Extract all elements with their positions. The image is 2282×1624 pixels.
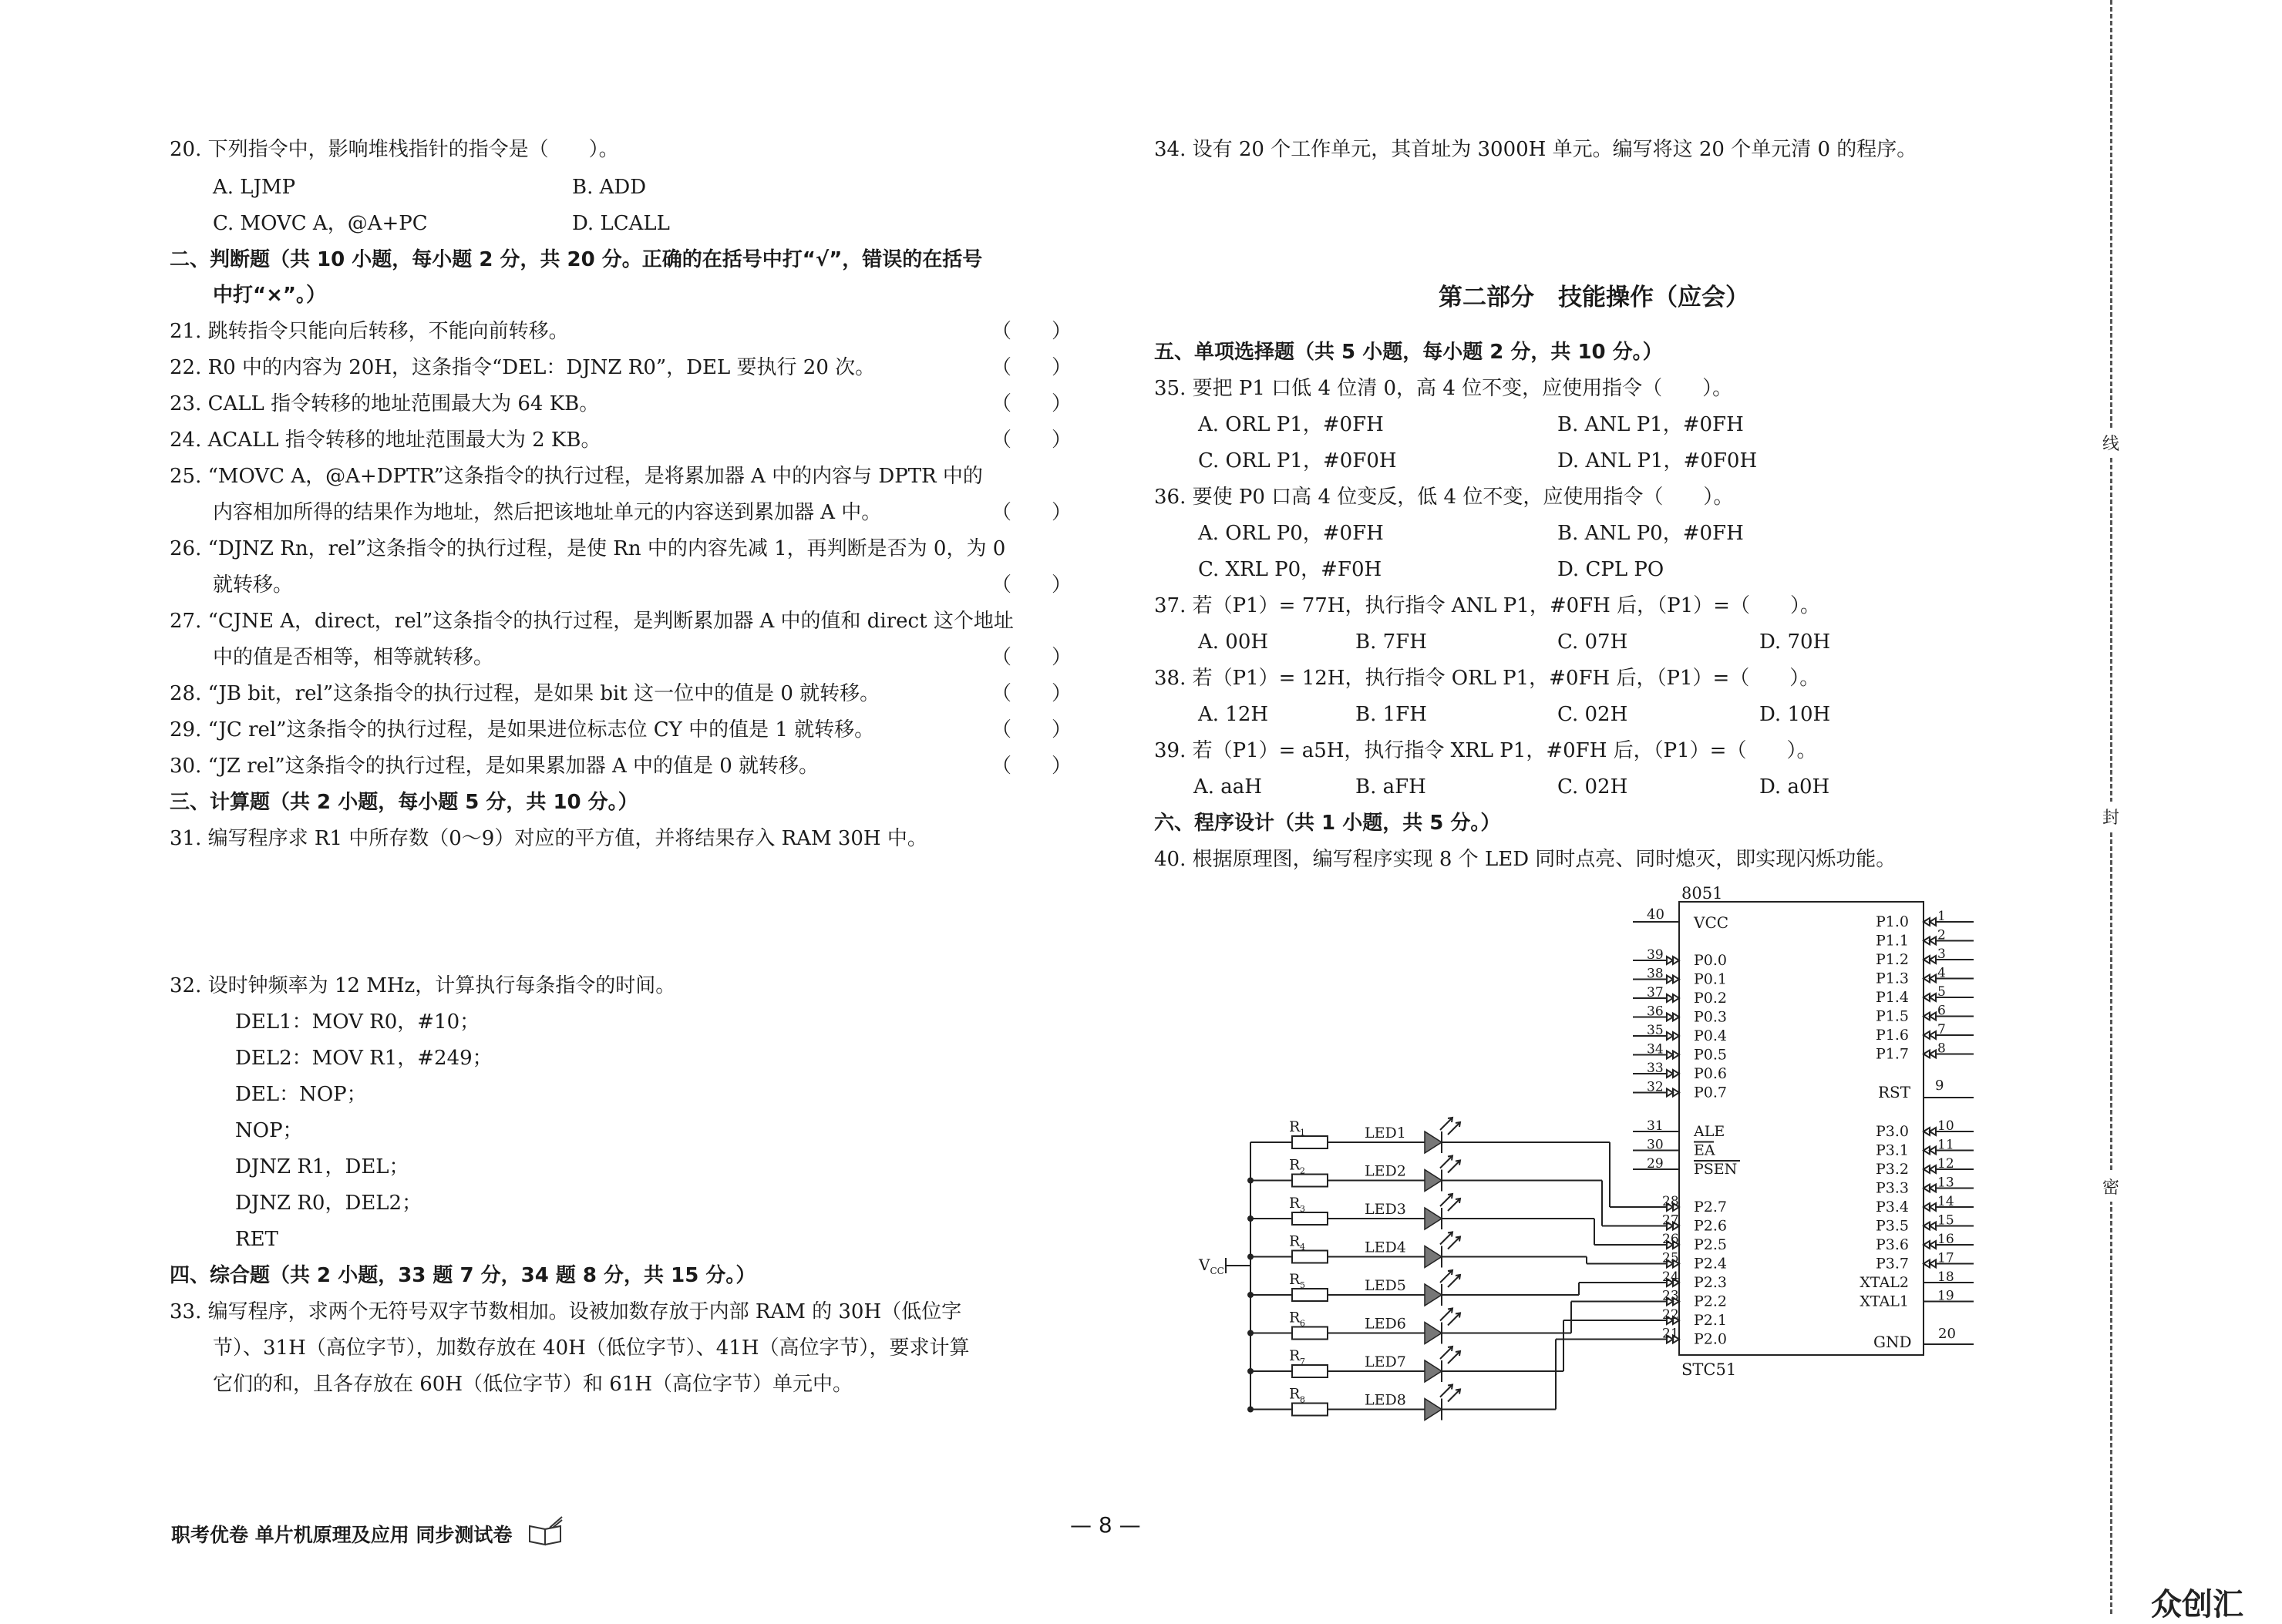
p0-pin-arrow <box>1667 994 1679 1002</box>
p1-pin-label: P1.6 <box>1875 1027 1909 1044</box>
p2-pin-label: P2.5 <box>1694 1236 1728 1253</box>
p0-pin-label: P0.6 <box>1694 1065 1728 1082</box>
rst-pin-label: RST <box>1878 1083 1911 1101</box>
control-pin-label: PSEN <box>1694 1161 1738 1178</box>
p1-pin-label: P1.1 <box>1875 932 1909 950</box>
resistor-label: R <box>1289 1118 1301 1135</box>
answer-paren: （ ） <box>991 356 1072 379</box>
p3-pin-number: 19 <box>1937 1288 1954 1304</box>
p1-pin-arrow <box>1924 975 1936 983</box>
p2-pin-label: P2.2 <box>1694 1293 1728 1310</box>
q25: 25. “MOVC A，@A+DPTR”这条指令的执行过程，是将累加器 A 中的内容与 DPTR 中的 <box>170 465 983 488</box>
code-line: DEL：NOP； <box>235 1083 367 1106</box>
p2-pin-number: 28 <box>1662 1194 1679 1209</box>
led-diode <box>1425 1170 1442 1192</box>
p3-pin-arrow <box>1924 1222 1936 1230</box>
p1-pin-number: 5 <box>1937 984 1946 1000</box>
p0-pin-arrow <box>1667 1089 1679 1097</box>
q35-option-c: C. ORL P1，#0F0H <box>1198 449 1397 472</box>
section-2-heading: 二、判断题（共 10 小题，每小题 2 分，共 20 分。正确的在括号中打“√”，错误的在括号 <box>170 248 983 271</box>
p2-pin-label: P2.6 <box>1694 1217 1728 1235</box>
led-diode <box>1425 1208 1442 1229</box>
q36-option-c: C. XRL P0，#F0H <box>1198 558 1382 581</box>
light-emission-arrows <box>1440 1309 1460 1326</box>
control-pin-number: 29 <box>1647 1156 1664 1172</box>
p0-pin-arrow <box>1667 976 1679 983</box>
q35-option-b: B. ANL P1，#0FH <box>1557 413 1744 436</box>
answer-paren: （ ） <box>991 392 1072 415</box>
answer-paren: （ ） <box>991 682 1072 705</box>
answer-paren: （ ） <box>991 320 1072 343</box>
answer-paren: （ ） <box>991 501 1072 524</box>
section-5-heading: 五、单项选择题（共 5 小题，每小题 2 分，共 10 分。） <box>1154 341 1663 364</box>
p3-pin-arrow <box>1924 1185 1936 1192</box>
q36-option-b: B. ANL P0，#0FH <box>1557 522 1744 545</box>
p1-pin-label: P1.7 <box>1875 1045 1909 1063</box>
section-3-heading: 三、计算题（共 2 小题，每小题 5 分，共 10 分。） <box>170 791 638 814</box>
light-emission-arrows <box>1440 1156 1460 1173</box>
p0-pin-arrow <box>1667 1051 1679 1059</box>
p3-pin-arrow <box>1924 1165 1936 1173</box>
resistor <box>1292 1404 1328 1416</box>
q24: 24. ACALL 指令转移的地址范围最大为 2 KB。 <box>170 429 601 452</box>
pin-9-number: 9 <box>1935 1078 1944 1094</box>
footer-title-text: 职考优卷 单片机原理及应用 同步测试卷 <box>171 1524 513 1546</box>
p0-pin-label: P0.2 <box>1694 990 1728 1007</box>
led-diode <box>1425 1131 1442 1153</box>
p0-pin-number: 38 <box>1647 966 1664 982</box>
p3-pin-number: 14 <box>1937 1194 1954 1209</box>
resistor-label: R <box>1289 1156 1301 1174</box>
p2-pin-label: P2.3 <box>1694 1274 1728 1291</box>
q20-option-b: B. ADD <box>572 176 647 199</box>
p1-pin-number: 8 <box>1937 1041 1946 1057</box>
resistor <box>1292 1327 1328 1340</box>
light-emission-arrows <box>1440 1194 1460 1211</box>
led-label: LED8 <box>1365 1391 1406 1409</box>
p1-pin-arrow <box>1924 994 1936 1001</box>
q34: 34. 设有 20 个工作单元，其首址为 3000H 单元。编写将这 20 个单元清 0 的程序。 <box>1154 138 1917 161</box>
p3-pin-label: P3.2 <box>1875 1161 1909 1178</box>
p2-pin-number: 22 <box>1662 1307 1679 1323</box>
q40: 40. 根据原理图，编写程序实现 8 个 LED 同时点亮、同时熄灭，即实现闪烁功能。 <box>1154 848 1897 871</box>
resistor <box>1292 1289 1328 1301</box>
q29: 29. “JC rel”这条指令的执行过程，是如果进位标志位 CY 中的值是 1 就转移。 <box>170 718 875 741</box>
junction-dot <box>1247 1330 1254 1337</box>
q39-option-a: A. aaH <box>1193 775 1262 799</box>
pin-40-number: 40 <box>1647 906 1664 923</box>
p3-pin-label: P3.7 <box>1875 1255 1909 1273</box>
resistor-label-sub: 4 <box>1300 1242 1305 1252</box>
resistor-label: R <box>1289 1232 1301 1250</box>
q33-cont: 节）、31H（高位字节），加数存放在 40H（低位字节）、41H（高位字节），要求计算 <box>213 1337 970 1360</box>
resistor-label: R <box>1289 1271 1301 1288</box>
q39-option-c: C. 02H <box>1557 775 1628 799</box>
junction-dot <box>1247 1407 1254 1413</box>
p3-pin-arrow <box>1924 1260 1936 1268</box>
led-label: LED2 <box>1365 1162 1406 1180</box>
page-number: — 8 — <box>1070 1512 1141 1538</box>
resistor <box>1292 1251 1328 1263</box>
led-label: LED7 <box>1365 1353 1406 1370</box>
q36-stem: 36. 要使 P0 口高 4 位变反，低 4 位不变，应使用指令（ ）。 <box>1154 486 1734 509</box>
section-2-heading-cont: 中打“×”。） <box>213 284 326 307</box>
binding-label-xian: 线 <box>2102 428 2119 458</box>
footer-series-title <box>171 1515 565 1548</box>
q30: 30. “JZ rel”这条指令的执行过程，是如果累加器 A 中的值是 0 就转移。 <box>170 755 820 778</box>
p2-pin-number: 27 <box>1662 1212 1679 1229</box>
p1-pin-label: P1.2 <box>1875 951 1909 968</box>
q33-cont: 它们的和，且各存放在 60H（低位字节）和 61H（高位字节）单元中。 <box>213 1373 853 1396</box>
chip-name-top: 8051 <box>1681 884 1723 903</box>
q37-option-a: A. 00H <box>1198 630 1269 654</box>
p2-pin-number: 24 <box>1662 1269 1679 1285</box>
q28: 28. “JB bit，rel”这条指令的执行过程，是如果 bit 这一位中的值是 0 就转移。 <box>170 682 880 705</box>
p0-pin-label: P0.4 <box>1694 1027 1728 1044</box>
p0-pin-number: 33 <box>1647 1061 1664 1076</box>
answer-paren: （ ） <box>991 429 1072 452</box>
p3-pin-label: P3.5 <box>1875 1217 1909 1235</box>
control-pin-label: ALE <box>1694 1123 1725 1140</box>
p1-pin-arrow <box>1924 1031 1936 1039</box>
vcc-pin-label: VCC <box>1694 913 1729 932</box>
q37-option-d: D. 70H <box>1759 630 1831 654</box>
p3-pin-label: P3.3 <box>1875 1179 1909 1197</box>
code-line: DJNZ R1，DEL； <box>235 1155 409 1178</box>
q39-option-d: D. a0H <box>1759 775 1830 799</box>
open-book-icon <box>527 1515 565 1548</box>
code-line: NOP； <box>235 1119 303 1142</box>
led-diode <box>1425 1323 1442 1344</box>
section-6-heading: 六、程序设计（共 1 小题，共 5 分。） <box>1154 812 1501 835</box>
q37-option-c: C. 07H <box>1557 630 1628 654</box>
p0-pin-arrow <box>1667 1014 1679 1021</box>
q35-option-d: D. ANL P1，#0F0H <box>1557 449 1758 472</box>
q26: 26. “DJNZ Rn，rel”这条指令的执行过程，是使 Rn 中的内容先减 1，再判断是否为 0，为 0 <box>170 537 1006 560</box>
q35-option-a: A. ORL P1，#0FH <box>1198 413 1384 436</box>
p2-pin-number: 23 <box>1662 1288 1679 1304</box>
q35-stem: 35. 要把 P1 口低 4 位清 0，高 4 位不变，应使用指令（ ）。 <box>1154 377 1733 400</box>
resistor-label-sub: 1 <box>1300 1128 1305 1138</box>
p0-pin-label: P0.0 <box>1694 952 1728 969</box>
q22: 22. R0 中的内容为 20H，这条指令“DEL：DJNZ R0”，DEL 要执行 20 次。 <box>170 356 876 379</box>
led-diode <box>1425 1246 1442 1268</box>
light-emission-arrows <box>1440 1270 1460 1287</box>
p3-pin-arrow <box>1924 1203 1936 1211</box>
q33: 33. 编写程序，求两个无符号双字节数相加。设被加数存放于内部 RAM 的 30H（低位字 <box>170 1300 962 1323</box>
code-line: RET <box>235 1228 278 1251</box>
led-diode <box>1425 1284 1442 1306</box>
p1-pin-arrow <box>1924 1051 1936 1058</box>
p3-pin-number: 12 <box>1937 1156 1954 1172</box>
p2-pin-number: 21 <box>1662 1326 1679 1342</box>
led-label: LED3 <box>1365 1201 1406 1218</box>
resistor-label: R <box>1289 1347 1301 1364</box>
p2-pin-label: P2.1 <box>1694 1312 1728 1329</box>
resistor-label: R <box>1289 1195 1301 1212</box>
led-label: LED6 <box>1365 1315 1406 1333</box>
resistor-label-sub: 3 <box>1300 1204 1305 1214</box>
gnd-pin-label: GND <box>1873 1333 1912 1351</box>
answer-paren: （ ） <box>991 718 1072 741</box>
section-4-heading: 四、综合题（共 2 小题，33 题 7 分，34 题 8 分，共 15 分。） <box>170 1264 756 1287</box>
p3-pin-number: 15 <box>1937 1212 1954 1229</box>
p0-pin-label: P0.5 <box>1694 1046 1728 1064</box>
answer-paren: （ ） <box>991 573 1072 597</box>
p0-pin-label: P0.3 <box>1694 1008 1728 1026</box>
p1-pin-label: P1.5 <box>1875 1007 1909 1025</box>
p0-pin-label: P0.7 <box>1694 1084 1728 1101</box>
control-pin-number: 31 <box>1647 1118 1664 1134</box>
p3-pin-label: XTAL2 <box>1860 1274 1909 1291</box>
p3-pin-label: P3.6 <box>1875 1236 1909 1253</box>
p3-pin-label: P3.4 <box>1875 1199 1909 1215</box>
led-diode <box>1425 1360 1442 1382</box>
resistor <box>1292 1365 1328 1377</box>
q38-option-b: B. 1FH <box>1355 703 1427 726</box>
q20-stem: 20. 下列指令中，影响堆栈指针的指令是（ ）。 <box>170 138 619 161</box>
resistor-label-sub: 8 <box>1300 1394 1305 1405</box>
q27-cont: 中的值是否相等，相等就转移。 <box>213 646 494 669</box>
resistor-label: R <box>1289 1309 1301 1326</box>
q36-option-d: D. CPL PO <box>1557 558 1664 581</box>
q20-option-a: A. LJMP <box>213 176 296 199</box>
code-line: DJNZ R0，DEL2； <box>235 1192 422 1215</box>
p1-pin-number: 3 <box>1937 946 1946 962</box>
led-label: LED4 <box>1365 1239 1406 1256</box>
p3-pin-number: 11 <box>1937 1137 1954 1153</box>
p1-pin-arrow <box>1924 956 1936 963</box>
answer-paren: （ ） <box>991 646 1072 669</box>
q38-option-d: D. 10H <box>1759 703 1831 726</box>
resistor-label: R <box>1289 1385 1301 1403</box>
answer-paren: （ ） <box>991 755 1072 778</box>
q31: 31. 编写程序求 R1 中所存数（0～9）对应的平方值，并将结果存入 RAM 30H 中。 <box>170 827 927 850</box>
junction-dot <box>1247 1178 1254 1184</box>
binding-label-feng: 封 <box>2102 802 2119 832</box>
p3-pin-label: XTAL1 <box>1860 1293 1909 1310</box>
p3-pin-arrow <box>1924 1147 1936 1155</box>
light-emission-arrows <box>1440 1118 1460 1135</box>
p0-pin-label: P0.1 <box>1694 970 1728 988</box>
p3-pin-number: 17 <box>1937 1250 1954 1266</box>
q23: 23. CALL 指令转移的地址范围最大为 64 KB。 <box>170 392 600 415</box>
q37-option-b: B. 7FH <box>1355 630 1427 654</box>
q32: 32. 设时钟频率为 12 MHz，计算执行每条指令的时间。 <box>170 974 676 997</box>
q38-option-c: C. 02H <box>1557 703 1628 726</box>
q25-cont: 内容相加所得的结果作为地址，然后把该地址单元的内容送到累加器 A 中。 <box>213 501 882 524</box>
part-2-title: 第二部分 技能操作（应会） <box>1439 284 1749 311</box>
p0-pin-number: 32 <box>1647 1079 1664 1095</box>
p1-pin-number: 4 <box>1937 965 1946 981</box>
junction-dot <box>1247 1368 1254 1374</box>
led-label: LED5 <box>1365 1277 1406 1294</box>
p1-pin-number: 1 <box>1937 909 1946 924</box>
p3-pin-arrow <box>1924 1128 1936 1135</box>
pin-20-number: 20 <box>1938 1326 1956 1342</box>
p2-pin-label: P2.4 <box>1694 1255 1728 1273</box>
p3-pin-label: P3.1 <box>1875 1142 1909 1159</box>
code-line: DEL2：MOV R1，#249； <box>235 1047 493 1070</box>
resistor <box>1292 1175 1328 1187</box>
q39-option-b: B. aFH <box>1355 775 1426 799</box>
watermark-logo: 众创汇 <box>2151 1587 2243 1622</box>
code-line: DEL1：MOV R0，#10； <box>235 1010 480 1034</box>
supply-label: $V_{CC}$ <box>1199 1256 1224 1276</box>
p2-pin-label: P2.7 <box>1694 1199 1728 1215</box>
q27: 27. “CJNE A，direct，rel”这条指令的执行过程，是判断累加器 A 中的值和 direct 这个地址 <box>170 610 1014 633</box>
q21: 21. 跳转指令只能向后转移，不能向前转移。 <box>170 320 569 343</box>
chip-name-bottom: STC51 <box>1681 1360 1737 1379</box>
p2-pin-number: 26 <box>1662 1232 1679 1247</box>
p0-pin-number: 35 <box>1647 1023 1664 1038</box>
q26-cont: 就转移。 <box>213 573 294 597</box>
p1-pin-arrow <box>1924 918 1936 926</box>
p0-pin-arrow <box>1667 1070 1679 1078</box>
p1-pin-label: P1.3 <box>1875 970 1909 987</box>
junction-dot <box>1247 1215 1254 1222</box>
p1-pin-number: 2 <box>1937 927 1946 943</box>
binding-label-mi: 密 <box>2102 1172 2119 1202</box>
p1-pin-label: P1.0 <box>1875 913 1909 930</box>
q37-stem: 37. 若（P1）= 77H，执行指令 ANL P1，#0FH 后，（P1）=（ ）。 <box>1154 594 1820 617</box>
resistor-label-sub: 2 <box>1300 1165 1305 1176</box>
p0-pin-number: 37 <box>1647 985 1664 1000</box>
p3-pin-label: P3.0 <box>1875 1123 1909 1140</box>
light-emission-arrows <box>1440 1347 1460 1363</box>
p3-pin-number: 18 <box>1937 1269 1954 1285</box>
p0-pin-number: 39 <box>1647 947 1664 963</box>
control-pin-number: 30 <box>1647 1137 1664 1153</box>
p3-pin-number: 16 <box>1937 1232 1954 1247</box>
p3-pin-number: 10 <box>1937 1118 1954 1134</box>
resistor <box>1292 1212 1328 1225</box>
q39-stem: 39. 若（P1）= a5H，执行指令 XRL P1，#0FH 后，（P1）=（ ）。 <box>1154 739 1817 762</box>
p1-pin-arrow <box>1924 937 1936 945</box>
control-pin-label: EA <box>1694 1142 1715 1159</box>
q38-option-a: A. 12H <box>1198 703 1269 726</box>
resistor-label-sub: 5 <box>1300 1280 1305 1290</box>
p0-pin-arrow <box>1667 1032 1679 1040</box>
p0-pin-number: 34 <box>1647 1041 1664 1057</box>
p2-pin-label: P2.0 <box>1694 1330 1728 1348</box>
p3-pin-number: 13 <box>1937 1175 1954 1191</box>
junction-dot <box>1247 1292 1254 1298</box>
light-emission-arrows <box>1440 1232 1460 1249</box>
p2-pin-number: 25 <box>1662 1250 1679 1266</box>
led-diode <box>1425 1399 1442 1421</box>
p3-pin-arrow <box>1924 1241 1936 1249</box>
resistor-label-sub: 6 <box>1300 1318 1305 1329</box>
p1-pin-number: 7 <box>1937 1022 1946 1037</box>
resistor-label-sub: 7 <box>1300 1357 1305 1367</box>
q20-option-c: C. MOVC A，@A+PC <box>213 212 428 235</box>
p0-pin-number: 36 <box>1647 1004 1664 1020</box>
light-emission-arrows <box>1440 1385 1460 1402</box>
q36-option-a: A. ORL P0，#0FH <box>1198 522 1384 545</box>
p0-pin-arrow <box>1667 957 1679 964</box>
resistor <box>1292 1136 1328 1148</box>
p1-pin-label: P1.4 <box>1875 989 1909 1006</box>
q38-stem: 38. 若（P1）= 12H，执行指令 ORL P1，#0FH 后，（P1）=（ ）。 <box>1154 667 1820 690</box>
junction-dot <box>1247 1254 1254 1260</box>
q20-option-d: D. LCALL <box>572 212 670 235</box>
led-label: LED1 <box>1365 1125 1406 1142</box>
p1-pin-arrow <box>1924 1013 1936 1020</box>
p1-pin-number: 6 <box>1937 1003 1946 1019</box>
